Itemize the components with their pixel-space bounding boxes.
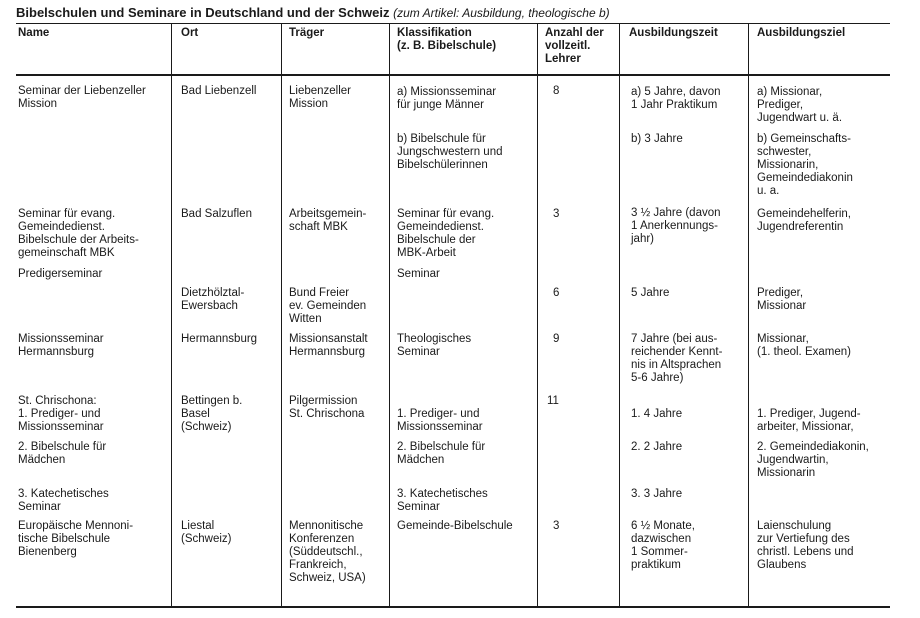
hermannsburg-name: Missionsseminar Hermannsburg: [18, 333, 104, 358]
chrischona-anzahl: 11: [547, 395, 559, 407]
liebenzell-ziel-b: b) Gemeinschafts- schwester, Missionarin, Gemeindediakonin u. a.: [757, 133, 853, 197]
salzuflen-anzahl: 3: [553, 208, 560, 220]
salzuflen-name: Seminar für evang. Gemeindedienst. Bibelschule der Arbeits- gemeinschaft MBK: [18, 208, 139, 259]
rule-header: [16, 74, 890, 76]
liebenzell-klass-a: a) Missionsseminar für junge Männer: [397, 86, 497, 111]
right-margin: [912, 20, 920, 610]
prediger-name: Predigerseminar: [18, 268, 103, 280]
chrischona-zeit-1: 1. 4 Jahre: [631, 408, 683, 420]
header-ort: Ort: [181, 27, 199, 39]
liebenzell-traeger: Liebenzeller Mission: [289, 85, 352, 110]
bienenberg-zeit: 6 ½ Monate, dazwischen 1 Sommer- praktikum: [631, 520, 695, 571]
col-divider-4: [537, 23, 538, 607]
title-main: Bibelschulen und Seminare in Deutschland und der Schweiz: [16, 5, 390, 20]
hermannsburg-ort: Hermannsburg: [181, 333, 258, 345]
liebenzell-klass-b: b) Bibelschule für Jungschwestern und Bibelschülerinnen: [397, 133, 503, 171]
chrischona-zeit-3: 3. 3 Jahre: [631, 488, 683, 500]
prediger-zeit: 5 Jahre: [631, 287, 670, 299]
document-title: [16, 5, 610, 20]
salzuflen-ziel: Gemeindehelferin, Jugendreferentin: [757, 208, 851, 233]
col-divider-1: [171, 23, 172, 607]
liebenzell-name: Seminar der Liebenzeller Mission: [18, 85, 146, 110]
salzuflen-klass: Seminar für evang. Gemeindedienst. Bibelschule der MBK-Arbeit: [397, 208, 495, 259]
chrischona-name-2: 2. Bibelschule für Mädchen: [18, 441, 107, 466]
prediger-ziel: Prediger, Missionar: [757, 287, 807, 312]
chrischona-traeger: Pilgermission St. Chrischona: [289, 395, 365, 420]
prediger-ort: Dietzhölztal- Ewersbach: [181, 287, 245, 312]
header-name: Name: [18, 27, 50, 39]
title-note: (zum Artikel: Ausbildung, theologische b): [393, 6, 610, 20]
hermannsburg-klass: Theologisches Seminar: [397, 333, 472, 358]
liebenzell-ort: Bad Liebenzell: [181, 85, 257, 97]
prediger-anzahl: 6: [553, 287, 560, 299]
salzuflen-traeger: Arbeitsgemein- schaft MBK: [289, 208, 367, 233]
col-divider-2: [281, 23, 282, 607]
bienenberg-anzahl: 3: [553, 520, 560, 532]
col-divider-5: [619, 23, 620, 607]
salzuflen-ort: Bad Salzuflen: [181, 208, 252, 220]
bienenberg-klass: Gemeinde-Bibelschule: [397, 520, 513, 532]
hermannsburg-anzahl: 9: [553, 333, 560, 345]
header-anzahl: Anzahl der vollzeitl. Lehrer: [545, 27, 604, 65]
header-ausbildungsziel: Ausbildungsziel: [757, 27, 846, 39]
bienenberg-ziel: Laienschulung zur Vertiefung des christl. Lebens und Glaubens: [757, 520, 854, 571]
bienenberg-name: Europäische Mennoni- tische Bibelschule Bienenberg: [18, 520, 134, 558]
chrischona-zeit-2: 2. 2 Jahre: [631, 441, 683, 453]
hermannsburg-traeger: Missionsanstalt Hermannsburg: [289, 333, 368, 358]
chrischona-klass-2: 2. Bibelschule für Mädchen: [397, 441, 486, 466]
header-ausbildungszeit: Ausbildungszeit: [629, 27, 718, 39]
col-divider-6: [748, 23, 749, 607]
liebenzell-anzahl: 8: [553, 85, 560, 97]
rule-top: [16, 23, 890, 24]
prediger-klass: Seminar: [397, 268, 440, 280]
liebenzell-ziel-a: a) Missionar, Prediger, Jugendwart u. ä.: [757, 86, 843, 124]
header-klassifikation: Klassifikation (z. B. Bibelschule): [397, 27, 497, 52]
chrischona-klass-3: 3. Katechetisches Seminar: [397, 488, 488, 513]
liebenzell-zeit-b: b) 3 Jahre: [631, 133, 683, 145]
chrischona-ziel-1: 1. Prediger, Jugend- arbeiter, Missionar,: [757, 408, 861, 433]
bienenberg-ort: Liestal (Schweiz): [181, 520, 232, 545]
chrischona-klass-1: 1. Prediger- und Missionsseminar: [397, 408, 483, 433]
hermannsburg-zeit: 7 Jahre (bei aus- reichender Kennt- nis in Altsprachen 5-6 Jahre): [631, 333, 723, 384]
salzuflen-zeit: 3 ½ Jahre (davon 1 Anerkennungs- jahr): [631, 207, 721, 245]
liebenzell-zeit-a: a) 5 Jahre, davon 1 Jahr Praktikum: [631, 86, 721, 111]
chrischona-name-head: St. Chrischona:: [18, 395, 97, 407]
chrischona-ort: Bettingen b. Basel (Schweiz): [181, 395, 243, 433]
bienenberg-traeger: Mennonitische Konferenzen (Süddeutschl., Frankreich, Schweiz, USA): [289, 520, 366, 584]
chrischona-name-1: 1. Prediger- und Missionsseminar: [18, 408, 104, 433]
hermannsburg-ziel: Missionar, (1. theol. Examen): [757, 333, 851, 358]
prediger-traeger: Bund Freier ev. Gemeinden Witten: [289, 287, 367, 325]
chrischona-ziel-2: 2. Gemeindediakonin, Jugendwartin, Missionarin: [757, 441, 869, 479]
header-traeger: Träger: [289, 27, 325, 39]
col-divider-3: [389, 23, 390, 607]
rule-bottom: [16, 606, 890, 608]
chrischona-name-3: 3. Katechetisches Seminar: [18, 488, 109, 513]
